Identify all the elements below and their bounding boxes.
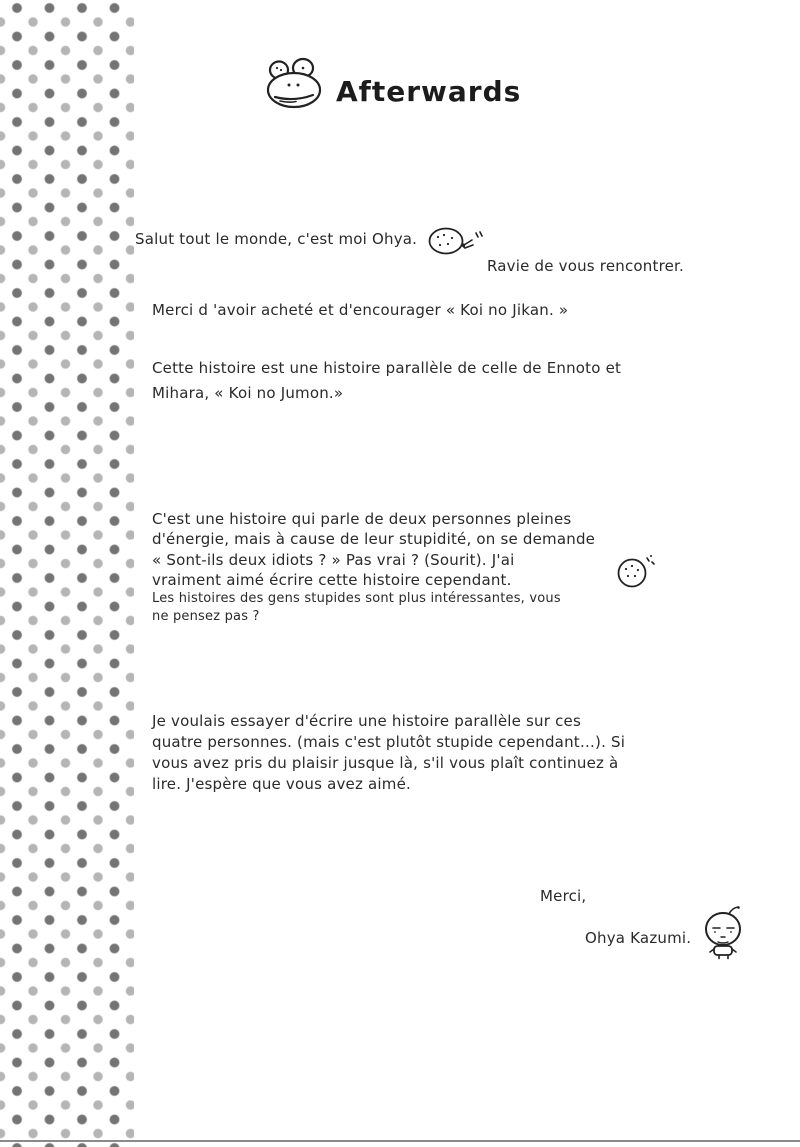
- closing-line: Je voulais essayer d'écrire une histoire parallèle sur ces: [152, 712, 581, 730]
- closing-line: quatre personnes. (mais c'est plutôt stupide cependant…). Si: [152, 733, 626, 751]
- story-line: « Sont-ils deux idiots ? » Pas vrai ? (Sourit). J'ai: [152, 551, 515, 569]
- intro-line: Mihara, « Koi no Jumon.»: [152, 384, 344, 402]
- greeting-text: Salut tout le monde, c'est moi Ohya.: [135, 230, 418, 248]
- freckled-face-icon: [616, 551, 660, 591]
- winking-face-icon: [427, 224, 483, 260]
- story-line: d'énergie, mais à cause de leur stupidité, on se demande: [152, 530, 596, 548]
- bottom-border-line: [0, 1140, 800, 1142]
- story-small-line: ne pensez pas ?: [152, 609, 260, 624]
- closing-line: vous avez pris du plaisir jusque là, s'il vous plaît continuez à: [152, 754, 619, 772]
- chibi-author-icon: [696, 905, 752, 961]
- signature-text: Ohya Kazumi.: [585, 929, 692, 947]
- page-title: Afterwards: [336, 74, 522, 108]
- polka-dot-border: [0, 0, 134, 1147]
- story-line: C'est une histoire qui parle de deux personnes pleines: [152, 510, 572, 528]
- title-row: [264, 57, 521, 117]
- frog-icon: [264, 57, 326, 117]
- greeting-reply-text: Ravie de vous rencontrer.: [487, 257, 684, 275]
- thanks-text: Merci d 'avoir acheté et d'encourager « Koi no Jikan. »: [152, 301, 569, 319]
- closing-line: lire. J'espère que vous avez aimé.: [152, 775, 411, 793]
- signoff-text: Merci,: [540, 887, 587, 905]
- story-small-line: Les histoires des gens stupides sont plus intéressantes, vous: [152, 591, 561, 606]
- story-line: vraiment aimé écrire cette histoire cependant.: [152, 571, 512, 589]
- intro-line: Cette histoire est une histoire parallèle de celle de Ennoto et: [152, 359, 622, 377]
